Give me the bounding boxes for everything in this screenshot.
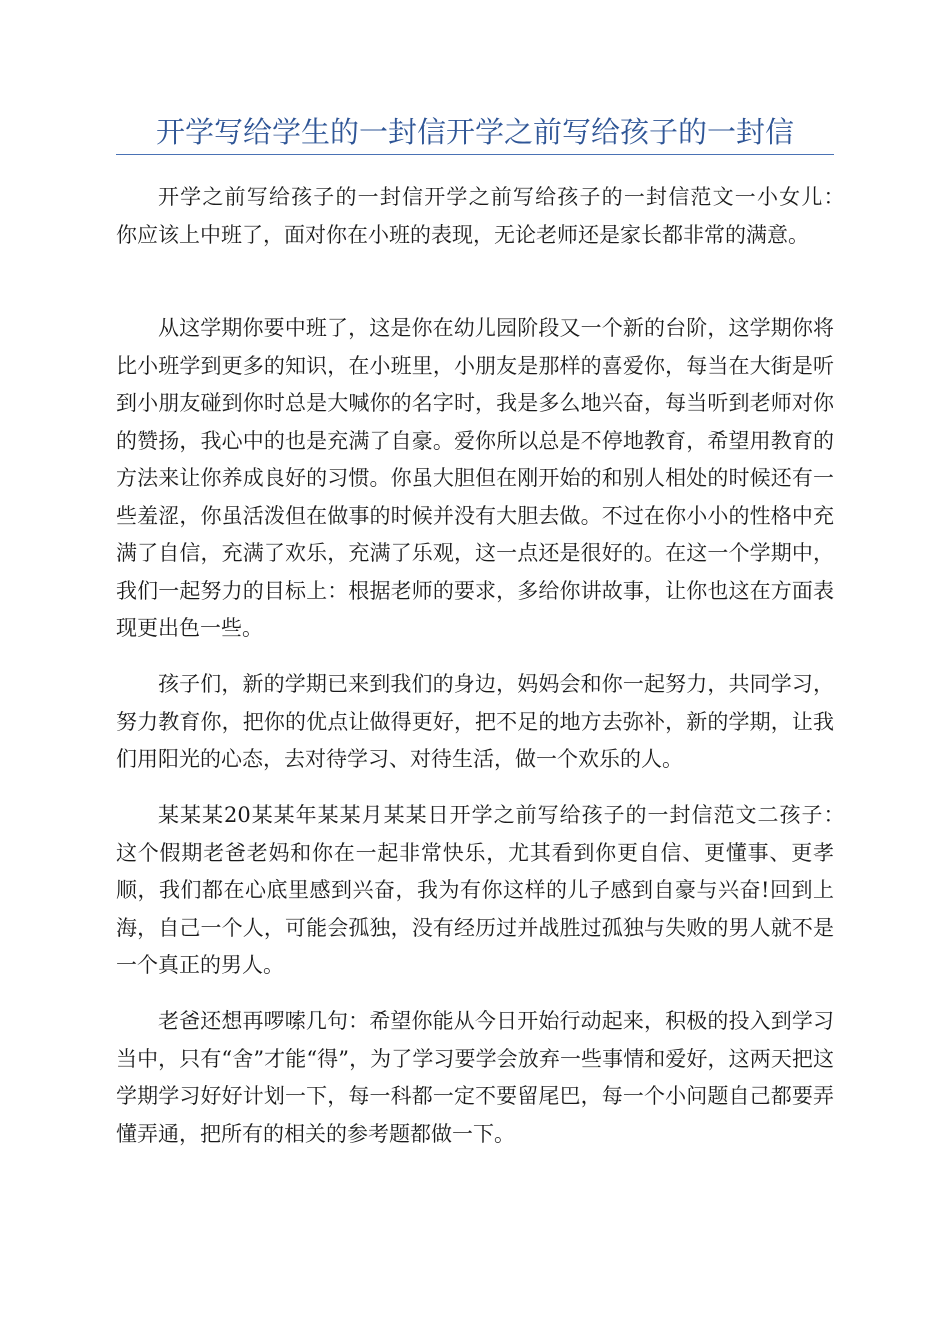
paragraph-4: 某某某20某某年某某月某某日开学之前写给孩子的一封信范文二孩子： 这个假期老爸老妈和你在一起非常快乐，尤其看到你更自信、更懂事、更孝顺，我们都在心底里感到兴奋，我为有你这样的儿子感到自豪与兴奋!回到上海，自己一个人，可能会孤独，没有经历过并战胜过孤独与失败的男人就不是一个真正的男人。	[116, 803, 862, 977]
paragraph-2: 从这学期你要中班了，这是你在幼儿园阶段又一个新的台阶，这学期你将比小班学到更多的知识，在小班里，小朋友是那样的喜爱你，每当在大街是听到小朋友碰到你时总是大喊你的名字时，我是多么地兴奋，每当听到老师对你的赞扬，我心中的也是充满了自豪。爱你所以总是不停地教育，希望用教育的方法来让你养成良好的习惯。你虽大胆但在刚开始的和别人相处的时候还有一些羞涩，你虽活泼但在做事的时候并没有大胆去做。不过在你小小的性格中充满了自信，充满了欢乐，充满了乐观，这一点还是很好的。在这一个学期中，我们一起努力的目标上：根据老师的要求，多给你讲故事，让你也这在方面表现更出色一些。	[116, 316, 834, 640]
paragraph-3: 孩子们，新的学期已来到我们的身边，妈妈会和你一起努力，共同学习，努力教育你，把你的优点让做得更好，把不足的地方去弥补，新的学期，让我们用阳光的心态，去对待学习、对待生活，做一个欢乐的人。	[116, 672, 834, 771]
paragraph-1: 开学之前写给孩子的一封信开学之前写给孩子的一封信范文一小女儿： 你应该上中班了，面对你在小班的表现，无论老师还是家长都非常的满意。	[116, 185, 862, 247]
paragraph-5: 老爸还想再啰嗦几句：希望你能从今日开始行动起来，积极的投入到学习当中，只有“舍”才能“得”，为了学习要学会放弃一些事情和爱好，这两天把这学期学习好好计划一下，每一科都一定不要留尾巴，每一个小问题自己都要弄懂弄通，把所有的相关的参考题都做一下。	[116, 1009, 834, 1146]
document-title: 开学写给学生的一封信开学之前写给孩子的一封信	[155, 115, 794, 149]
title-underline	[116, 154, 834, 155]
